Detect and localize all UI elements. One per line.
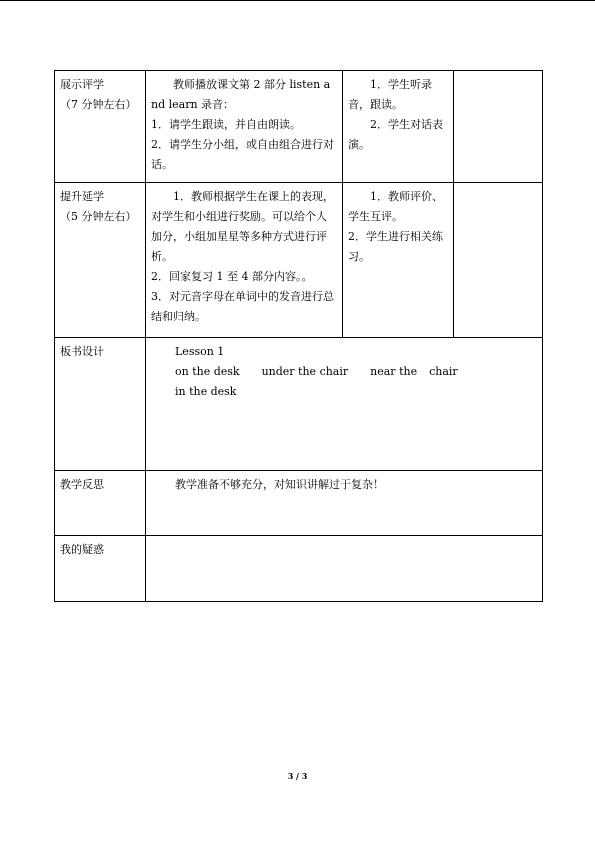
table-row [55,71,543,183]
stage-cell [55,183,146,338]
phrase-row [175,362,537,402]
page-top-rule [0,0,595,1]
student-step: 1．教师评价、学生互评。 [348,190,443,223]
teacher-activity-cell [146,71,343,183]
stage-time: （5 分钟左右） [60,210,137,223]
stage-time: （7 分钟左右） [60,98,137,111]
lesson-plan-table [54,70,543,602]
phrase: near the [370,365,418,378]
teacher-step: 2．回家复习 1 至 4 部分内容。。 [151,270,313,283]
table-row [55,536,543,602]
board-label: 板书设计 [55,338,146,471]
teacher-step: 1．请学生跟读，并自由朗读。 [151,118,301,131]
doubts-cell [146,536,543,602]
reflection-label: 教学反思 [55,471,146,536]
stage-name: 提升延学 [60,190,104,203]
table-row [55,471,543,536]
student-step: 1．学生听录音，跟读。 [348,78,432,111]
reflection-cell [146,471,543,536]
teacher-step: 1．教师根据学生在课上的表现，对学生和小组进行奖励。可以给个人加分，小组加星星等多种方式进行评析。 [151,190,334,263]
stage-cell [55,71,146,183]
phrase: in the desk [175,385,237,398]
student-step: 2．学生进行相关练习。 [348,230,443,263]
table-row [55,183,543,338]
student-step: 2．学生对话表演。 [348,118,443,151]
board-design-cell [146,338,543,471]
notes-cell [454,71,543,183]
page-number: 3 / 3 [287,771,308,781]
student-activity-cell [343,71,454,183]
teacher-step: 2．请学生分小组，或自由组合进行对话。 [151,138,334,171]
teacher-step: 3．对元音字母在单词中的发音进行总结和归纳。 [151,290,334,323]
phrase: on the desk [175,365,240,378]
teacher-step: 教师播放课文第 2 部分 listen and learn 录音： [151,78,331,111]
phrase: under the chair [261,365,349,378]
student-activity-cell [343,183,454,338]
stage-name: 展示评学 [60,78,104,91]
reflection-text: 教学准备不够充分，对知识讲解过于复杂！ [175,478,384,491]
table-row [55,338,543,471]
phrase: chair [429,365,458,378]
teacher-activity-cell [146,183,343,338]
doubts-label: 我的疑惑 [55,536,146,602]
lesson-title: Lesson 1 [175,345,225,358]
notes-cell [454,183,543,338]
